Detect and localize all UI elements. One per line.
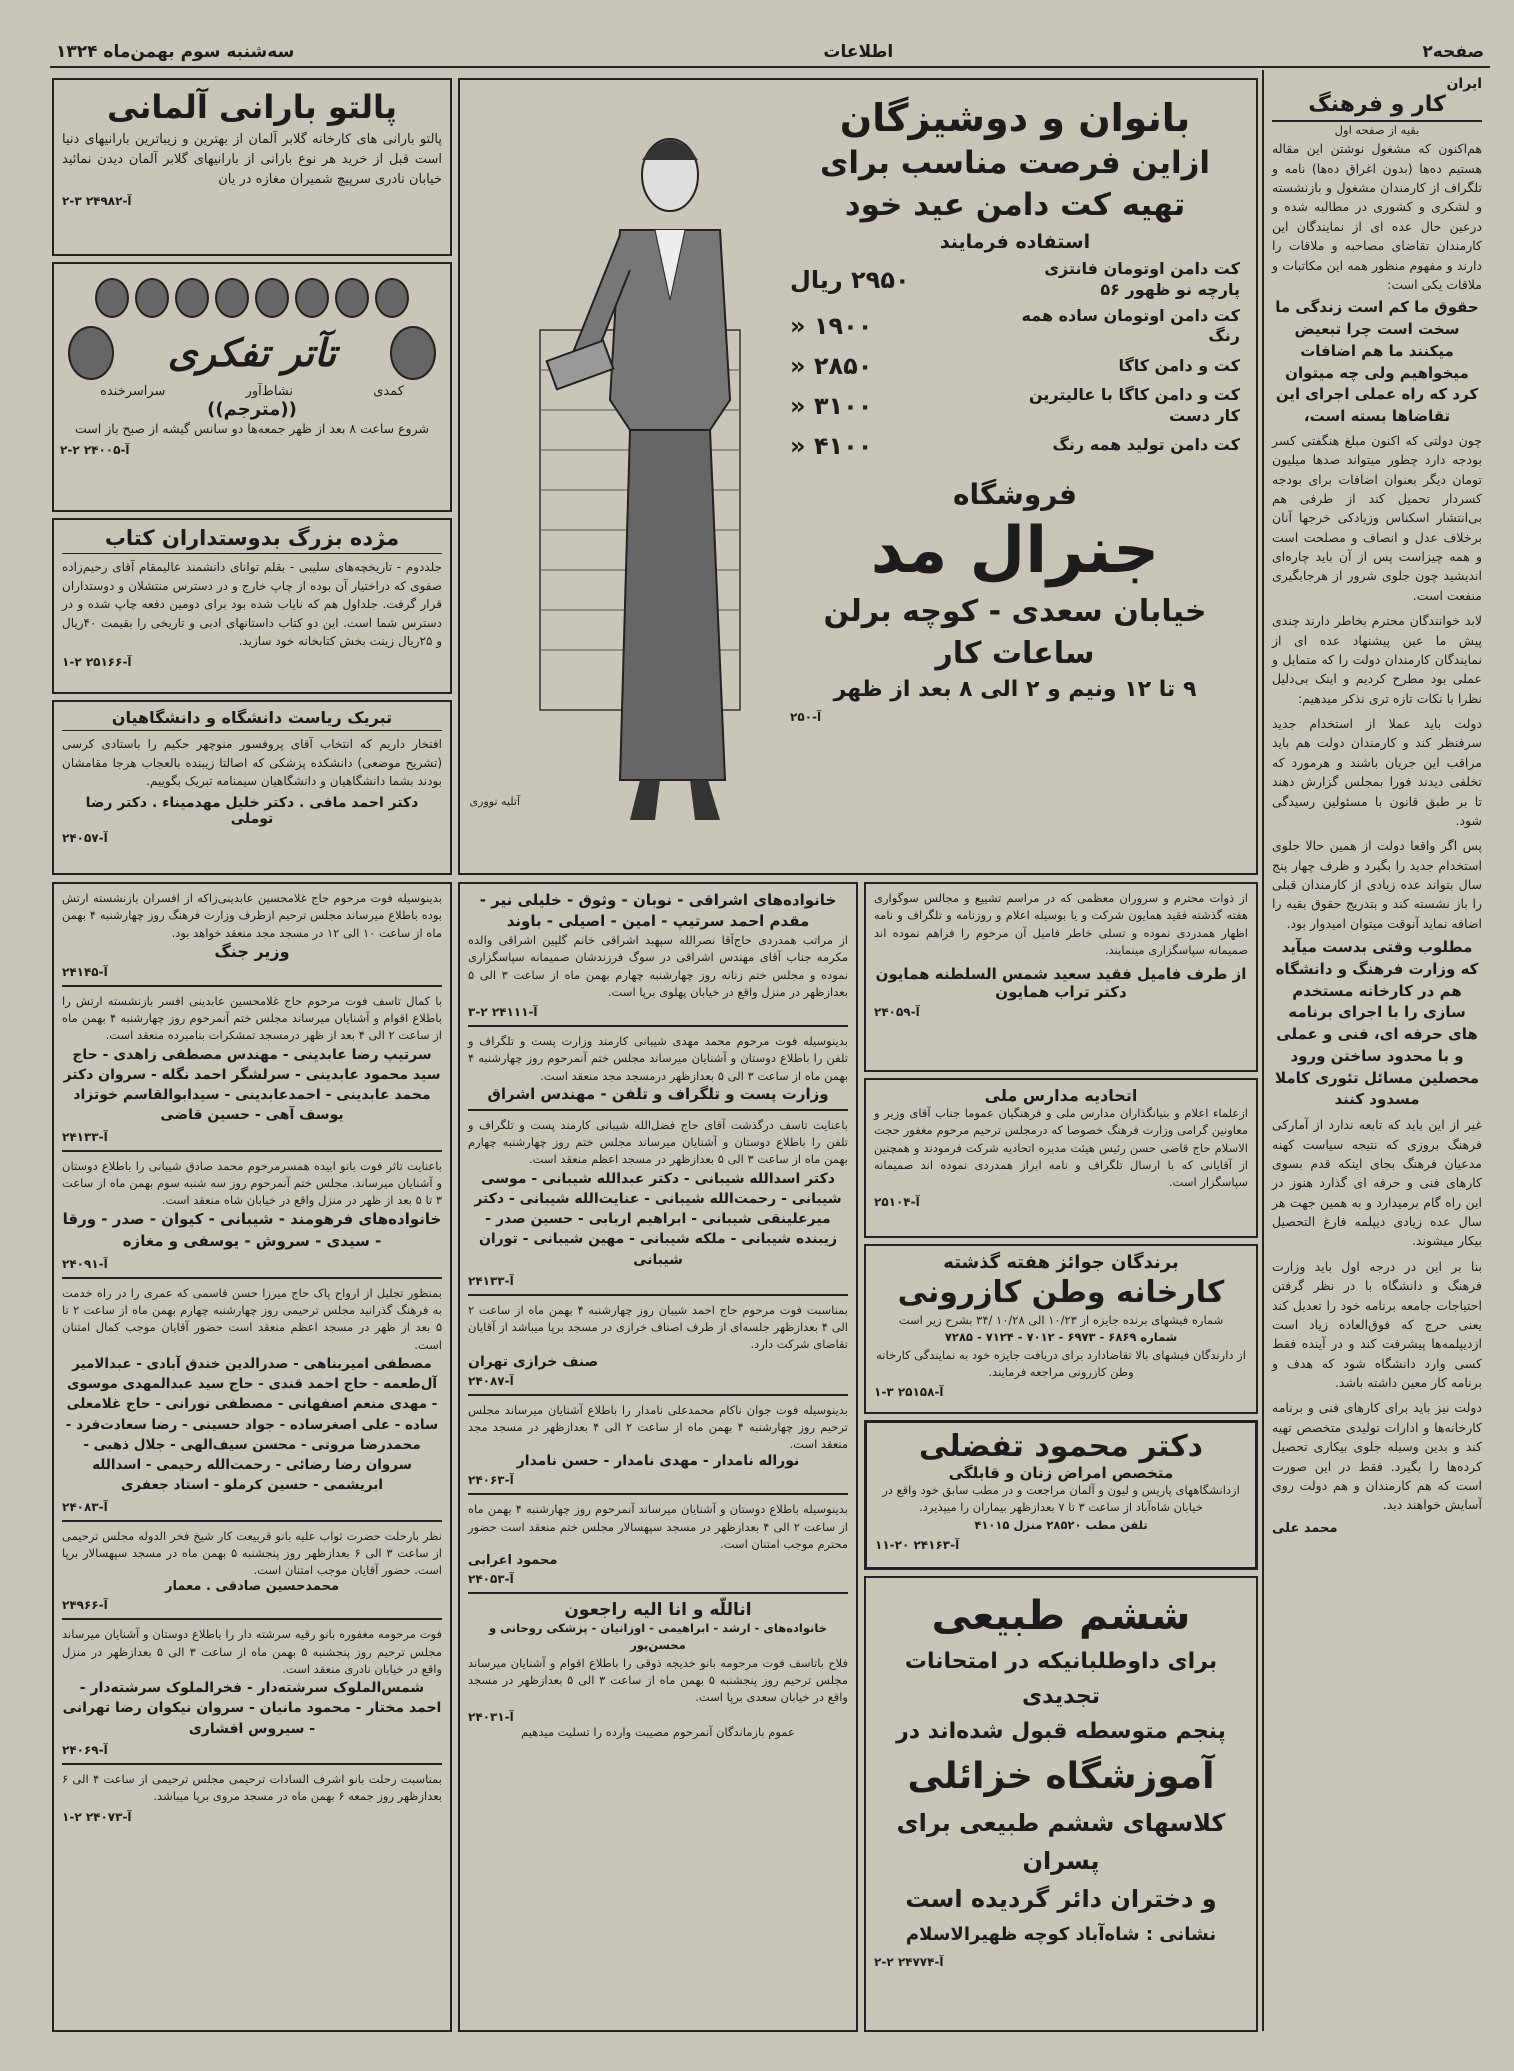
notice-body: باعنایت تاسف درگذشت آقای حاج فضل‌الله شیبانی کارمند پست و تلگراف و تلفن را باطلاع دوستان و آشنایان میرساند مجلس ختم روز چهارشنبه چهارم بهمن ماه از ساعت ۳ الی ۵ بعدازظهر در مسجد اعظم منعقد است. <box>468 1117 848 1167</box>
notice-body: فوت مرحومه مغفوره بانو رقیه سرشته دار را باطلاع دوستان و آشنایان میرساند مجلس ترحیم روز پنجشنبه ۵ بهمن ماه از ساعت ۳ الی ۵ بعدازظهر در منزل واقع در خیابان نادری منعقد است. <box>62 1627 442 1676</box>
prize-company: کارخانه وطن کازرونی <box>897 1275 1225 1310</box>
congrats-signers: دکتر احمد مافی . دکتر خلیل مهدمیناء . دکتر رضا توملی <box>85 794 419 827</box>
editorial-paragraph: دولت نیز باید برای کارهای فنی و برنامه کارخانه‌ها و ادارات تولیدی متخصص تهیه کند و بدین وسیله جلوی بیکاری تحصیل کرده‌ها را بگیرد. فقط در این صورت است که هم کارمندان و هم دولت روی آسایش خواهند دید. <box>1272 1400 1482 1513</box>
notice-ref: آ-۲۴۰۸۷ <box>468 1373 514 1388</box>
editorial-paragraph: پس اگر واقعا دولت از همین حالا جلوی استخدام جدید را بگیرد و ظرف چهار پنج سال بتواند عده زیادی از کارمندان قبلی را باز نشسته کند و بتدریج حقوق بقیه را اضافه نماید آنوقت میتوان امیدوار بود. <box>1272 838 1482 931</box>
theater-ref: آ-۲۴۰۰۵ ۲-۲ <box>60 442 130 457</box>
store-hours: ۹ تا ۱۲ ونیم و ۲ الی ۸ بعد از ظهر <box>833 676 1197 702</box>
portrait <box>335 278 369 318</box>
divider <box>62 1763 442 1765</box>
divider <box>468 1394 848 1396</box>
notice-names: خانواده‌های فرهومند - شیبانی - کیوان - صدر - ورقا - سیدی - سروش - یوسفی و مغازه <box>62 1210 442 1251</box>
page-number: صفحه۲ <box>1422 42 1484 62</box>
portrait <box>135 278 169 318</box>
notice-signer: وزیر جنگ <box>214 941 290 961</box>
editorial-paragraph: دولت باید عملا از استخدام جدید سرفنظر کند و کارمندان دولت هم باید مراقب این جریان باشند و هرمورد که تخلفی دیدند فورا بمجلس گزارش دهند تا بر طبق قانون با مسئولین رسیدگی شود. <box>1272 716 1482 828</box>
obituary-column-left <box>52 882 452 2032</box>
price-item-value: ۴۱۰۰ « <box>790 431 873 460</box>
price-item-name: کت و دامن کاگا با عالیترین کار دست <box>1028 385 1240 426</box>
notice-signer: از طرف فامیل فقید سعید شمس السلطنه همایون <box>875 965 1247 983</box>
raincoat-ref: آ-۲۴۹۸۲ ۳-۲ <box>62 194 132 209</box>
thanks-notice <box>864 882 1258 1072</box>
price-row <box>790 306 1240 348</box>
notice-ref: آ-۲۴۰۳۱ <box>468 1710 514 1725</box>
books-title: مژده بزرگ بدوستداران کتاب <box>62 526 442 554</box>
general-mode-ad <box>458 78 1258 875</box>
editorial-bold: حقوق ما کم است زندگی ما سخت است چرا تبعیض میکنند ما هم اضافات میخواهیم ولی چه میتوان کرد که راه عملی اجرای این تقاضاها بسته است، <box>1275 298 1479 425</box>
notice-names: مصطفی امیربناهی - صدرالدین خندق آبادی - عبدالامیر آل‌طعمه - حاج احمد قندی - حاج سید عبدالمهدی موسوی - مهدی منعم اصفهانی - مصطفی نورانی - حاج غلامعلی ساده - علی اصغرساده - جواد حسینی - رضا سعادت‌فرد - محمدرضا مروتی - محسن سیف‌الهی - جلال ذهبی - سروان رضا رضائی - رحمت‌الله رحیمی - اسدالله ابریشمی - حسین کرملو - استاد جعفری <box>65 1355 439 1494</box>
notice-names: شمس‌الملوک سرشته‌دار - فخرالملوک سرشته‌دار - احمد مختار - محمود مانیان - سروان نیکوان رضا تهرانی - سیروس افشاری <box>62 1680 442 1737</box>
notice-ref: آ-۲۴۰۵۳ <box>468 1572 514 1587</box>
books-ref: آ-۲۵۱۶۶ ۲-۱ <box>62 654 132 669</box>
editorial-paragraph: هم‌اکنون که مشغول نوشتن این مقاله هستیم ده‌ها (بدون اغراق ده‌ها) نامه و تلگراف از کارمندان مشغول و بازنشسته و لشکری و کشوری در مطالبه شده و درعین حال عده ای از نمایندگان این کارمندان تقاضای مصاحبه و ملاقات را دارند و مفهوم منظور همه این مکاتبات و ملاقات یکی است: <box>1272 141 1482 292</box>
theater-genre: سراسرخنده <box>100 384 166 399</box>
price-item-value: ۳۱۰۰ « <box>790 392 873 421</box>
divider <box>468 1493 848 1495</box>
notice-subtitle: خانواده‌های - ارشد - ابراهیمی - اوزانیان - پزشکی روحانی و محسن‌پور <box>489 1621 827 1653</box>
notice-body: بمنظور تجلیل از ارواح پاک حاج میرزا حسن قاسمی که عمری را در راه خدمت به فرهنگ گذرانید مجلس ترحیمی روز چهارشنبه چهارم بهمن ماه از ساعت ۲ تا ۵ بعد از ظهر در مسجد اعظم منعقد است حضور آقایان موجب کمال امتنان است. <box>62 1285 442 1352</box>
divider <box>62 1618 442 1620</box>
school-ad-line: پنجم متوسطه قبول شده‌اند در <box>896 1719 1226 1745</box>
school-address: نشانی : شاه‌آباد کوچه ظهیرالاسلام <box>905 1923 1217 1945</box>
notice-ref: آ-۲۴۹۶۶ <box>62 1598 108 1613</box>
notice-body: فلاح باتاسف فوت مرحومه بانو خدیجه ذوقی را باطلاع اقوام و آشنایان میرساند مجلس ترحیم روز پنجشنبه ۵ بهمن ماه از ساعت ۳ الی ۵ بعدازظهر در مسجد واقع در خیابان سعدی برپا است. <box>468 1655 848 1705</box>
congrats-title: تبریک ریاست دانشگاه و دانشگاهیان <box>62 708 442 731</box>
price-list <box>790 259 1240 460</box>
editorial-bold: مطلوب وقتی بدست میآید که وزارت فرهنگ و دانشگاه هم در کارخانه مستخدم سازی را با اجرای برنامه های حرفه ای، فنی و عملی و با محدود ساختن ورود محصلین مسائل تئوری کاملا مسدود کنند <box>1274 938 1480 1109</box>
price-item-name: کت دامن تولید همه رنگ <box>1052 435 1240 455</box>
divider <box>62 1520 442 1522</box>
congrats-body: افتخار داریم که انتخاب آقای پروفسور منوچهر حکیم را باستادی کرسی (تشریح موضعی) دانشکده پزشکی که اصالتا زیبنده بالعجاب هرجا مقامشان بودند بشما دانشگاهیان و دانشگاهیان سیمنامه تبریک بگوییم. <box>62 737 442 789</box>
notice-names: سرتیپ رضا عابدینی - مهندس مصطفی زاهدی - حاج سید محمود عابدینی - سرلشگر احمد نگله - سروان دکتر محمد عابدینی - احمدعابدینی - سیدابوالقاسم خوتزاد یوسف آهی - حسین قاضی <box>63 1046 441 1124</box>
editorial-paragraph: لابد خوانندگان محترم بخاطر دارند چندی پیش ما عین پیشنهاد عده ای از نمایندگان کارمندان دولت را که متمایل و عملی بود مطرح کردیم و اینک بی‌دلیل نظرا با نکات تازه تری نذکر میدهیم: <box>1272 613 1482 706</box>
notice-signer: صنف خرازی تهران <box>468 1353 599 1370</box>
prize-ref: آ-۲۵۱۵۸ ۳-۱ <box>874 1385 944 1399</box>
notice-ref: آ-۲۴۱۱۱ ۲-۳ <box>468 1005 538 1019</box>
doctor-name: دکتر محمود تفضلی <box>918 1429 1204 1464</box>
section-label: ایران <box>1446 76 1482 92</box>
notice-signer: دکتر تراب همایون <box>995 983 1127 1001</box>
notice-title: اناللّه و انا الیه راجعون <box>564 1600 752 1621</box>
notice-body: باعنایت تاثر فوت بانو ابیده همسرمرحوم محمد صادق شیبانی را باطلاع دوستان و آشنایان میرساند. مجلس ختم آنمرحوم روز سه شنبه سوم بهمن ماه از ساعت ۳ تا ۵ بعد از ظهر در منزل واقع در خیابان شاه منعقد است. <box>62 1158 442 1208</box>
theater-ad <box>52 262 452 512</box>
store-label: فروشگاه <box>952 477 1078 511</box>
school-ad-line: برای داوطلبانیکه در امتحانات تجدیدی <box>904 1649 1218 1710</box>
theater-schedule: شروع ساعت ۸ بعد از ظهر جمعه‌ها دو سانس گیشه از صبح باز است <box>75 421 429 436</box>
notice-ref: آ-۲۴۰۵۹ <box>874 1005 920 1019</box>
divider <box>62 1277 442 1279</box>
hours-label: ساعات کار <box>935 635 1095 671</box>
fashion-illustration <box>469 100 780 840</box>
notice-title: وزارت پست و تلگراف و تلفن - مهندس اشراق <box>487 1084 829 1103</box>
school-ad-line: و دختران دائر گردیده است <box>905 1885 1217 1914</box>
portrait <box>175 278 209 318</box>
prize-numbers: شماره ۶۸۶۹ - ۶۹۷۳ - ۷۰۱۲ - ۷۱۲۴ - ۷۲۸۵ <box>944 1330 1178 1345</box>
portrait <box>375 278 409 318</box>
doctor-specialty: متخصص امراض زنان و قابلگی <box>948 1464 1174 1482</box>
issue-date: سه‌شنبه سوم بهمن‌ماه ۱۳۲۴ <box>56 42 295 62</box>
editorial-intro: بقیه از صفحه اول <box>1334 123 1420 137</box>
editorial-paragraph: بنا بر این در درجه اول باید وزارت فرهنگ و دانشگاه با در نظر گرفتن احتیاجات جامعه برنامه خود را تعدیل کند یعنی حرج که فوق‌العاده زیاد است ازدیپلمه‌ها پیشرفت کند و در آینده فقط کسی وارد دانشگاه شود که هدف و برنامه کار معین داشته باشد. <box>1272 1258 1482 1390</box>
ad-headline: بانوان و دوشیزگان <box>839 96 1191 140</box>
price-row <box>790 385 1240 427</box>
artist-signature: آتلیه تووری <box>469 795 520 808</box>
notice-body: بمناسبت رحلت بانو اشرف السادات ترحیمی مجلس ترحیمی از ساعت ۴ الی ۶ بعدازظهر روز جمعه ۶ بهمن ماه در مسجد مروی برپا میباشد. <box>62 1772 442 1804</box>
congratulation-notice <box>52 700 452 875</box>
notice-signer: محمدحسین صادقی . معمار <box>164 1579 339 1595</box>
editorial-signature: محمد علی <box>1272 1520 1338 1536</box>
notice-title: اتحادیه مدارس ملی <box>984 1086 1138 1105</box>
divider <box>468 1109 848 1111</box>
raincoat-body: پالتو بارانی های کارخانه گلابر آلمان از بهترین و زیباترین بارانیهای دنیا است قبل از خرید هر نوع بارانی از بارانیهای گلابر آلمان دیدن نمائید خیابان نادری سرپیچ شمیران مغازه در یان <box>62 132 442 188</box>
store-name: جنرال مد <box>870 513 1160 588</box>
theater-genres <box>60 384 444 399</box>
ad-headline: تهیه کت دامن عید خود <box>844 187 1186 224</box>
theater-genre: کمدی <box>373 384 404 399</box>
theater-title: تآتر تفکری <box>167 331 337 375</box>
notice-body: از مراتب همدردی حاج‌آقا نصرالله سپهبد اشراقی خانم گلپین اشراقی والده مکرمه جناب آقای مهندس اشراقی در سوگ فرزندشان صمیمانه سپاسگزاری نموده و مجلس ختم زنانه روز چهارشنبه چهارم بهمن ماه از ساعت ۳ الی ۵ بعدازظهر در منزل واقع در خیابان پهلوی برپا است. <box>468 933 848 999</box>
notice-ref: آ-۲۵۱۰۴ <box>874 1195 920 1210</box>
portrait <box>215 278 249 318</box>
schools-union-notice <box>864 1078 1258 1238</box>
doctor-info: ازدانشگاههای پاریس و لیون و آلمان مراجعت و در مطب سابق خود واقع در خیابان شاه‌آباد از ساعت ۳ تا ۷ بعدازظهر بیماران را میپذیرد. <box>882 1483 1240 1515</box>
school-name: آموزشگاه خزائلی <box>907 1755 1215 1797</box>
ads-column-right-bottom <box>864 882 1258 2032</box>
ad-headline: ازاین فرصت مناسب برای <box>819 145 1211 182</box>
doctor-ref: آ-۲۴۱۶۳ ۲۰-۱۱ <box>875 1537 960 1552</box>
notice-body: ازعلماء اعلام و بنیانگذاران مدارس ملی و فرهنگیان عموما جناب آقای وزیر و معاونین گرامی وزارت فرهنگ خصوصا که درمجلس ترحیم مرحوم مغفور حجت الاسلام حاج قاضی حسن رئیس هیئت مدیره اتحادیه شرکت فرمودند و همچنین از آقایانی که با ارسال تلگراف و نامه ابراز همدردی نموده اند صمیمانه سپاسگزار است. <box>874 1106 1248 1189</box>
notice-ref: آ-۲۴۱۳۳ <box>62 1129 108 1144</box>
theater-subtitle: ((مترجم)) <box>207 399 297 420</box>
notice-title: خانواده‌های اشراقی - نوبان - وثوق - خلیلی نیر - مقدم احمد سرتیپ - امین - اصیلی - باوند <box>479 891 837 930</box>
prize-title: برندگان جوائز هفته گذشته <box>943 1252 1179 1273</box>
editorial-paragraph: چون دولتی که اکنون مبلغ هنگفتی کسر بودجه دارد چطور میتواند صدها میلیون تومان دیگر بعنوان اضافات برای بودجه کسردار تحمیل کند از طرفی هم بی‌انتشار اسکناس وزیادکی خرجها آنان برخلاف عدل و انصاف و مصلحت است و همه چیزاست پس از آن باید چاره‌ای اندیشید چون جلوی شرور از هرجابگیری منفعت است. <box>1272 432 1482 603</box>
price-item-name: کت و دامن کاگا <box>1118 355 1240 375</box>
notice-body: بدینوسیله فوت جوان ناکام محمدعلی نامدار را باطلاع آشنایان میرساند مجلس ترحیم روز چهارشنبه ۴ بهمن ماه از ساعت ۲ الی ۴ بعدازظهر در مسجد مجد منعقد است. <box>468 1402 848 1452</box>
notice-names: نوراله نامدار - مهدی نامدار - حسن نامدار <box>516 1453 800 1470</box>
paper-name: اطلاعات <box>823 42 894 62</box>
school-ad-title: ششم طبیعی <box>931 1593 1191 1639</box>
notice-body: با کمال تاسف فوت مرحوم حاج غلامحسین عابدینی افسر بازنشسته ارتش را باطلاع اقوام و آشنایان میرساند مجلس ختم آنمرحوم روز چهارشنبه ۴ بهمن ماه از ساعت ۲ الی ۴ بعد از ظهر درمسجد تمشکرات بنامبرده منعقد است. <box>62 993 442 1043</box>
notice-ref: آ-۲۴۱۴۵ <box>62 964 108 979</box>
divider <box>62 1150 442 1152</box>
divider <box>468 1025 848 1027</box>
notice-body: بمناسبت فوت مرحوم حاج احمد شیبان روز چهارشنبه ۴ بهمن ماه از ساعت ۲ الی ۴ بعدازظهر جلسه‌ای از طرف اصناف خرازی در مسجد برپا میباشد از آقایان تقاضای شرکت دارد. <box>468 1302 848 1352</box>
price-row <box>790 352 1240 380</box>
theater-genre: نشاط‌آور <box>245 384 293 399</box>
raincoat-ad <box>52 78 452 256</box>
divider <box>62 985 442 987</box>
prize-winners-ad <box>864 1244 1258 1414</box>
prize-note: از دارندگان فیشهای بالا تقاضادارد برای دریافت جایزه خود به نمایندگی کارخانه وطن کازرونی مراجعه فرمایند. <box>876 1347 1246 1379</box>
editorial-paragraph: غیر از این باید که تابعه ندارد از آمارکی فرهنگ بروزی که نتیجه سیاست کهنه مدعیان فرهنگ بجای اینکه قدم بسوی کارهای فنی و حرفه ای گذارد هنوز در این راه گام برمیدارد و به همین جهت هر سال عده زیادی دیپلمه فارغ التحصیل بیکار میشوند. <box>1272 1117 1482 1249</box>
school-ad-line: کلاسهای ششم طبیعی برای پسران <box>896 1808 1226 1875</box>
portrait <box>255 278 289 318</box>
books-ad <box>52 518 452 694</box>
price-item-value: ۱۹۰۰ « <box>790 312 873 341</box>
notice-body: بدینوسیله باطلاع دوستان و آشنایان میرساند آنمرحوم روز چهارشنبه ۴ بهمن ماه از ساعت ۲ الی ۴ بعدازظهر در مسجد سپهسالار مجلس ختم منعقد است حضور محترم موجب امتنان است. <box>468 1502 848 1551</box>
column-rule <box>1262 70 1264 2031</box>
notice-ref: آ-۲۴۰۹۱ <box>62 1256 108 1271</box>
masthead <box>50 38 1490 68</box>
notice-names: دکتر اسدالله شیبانی - دکتر عبدالله شیبانی - موسی شیبانی - رحمت‌الله شیبانی - عنایت‌الله شیبانی - دکتر میرعلینقی شیبانی - ابراهیم اربابی - حسین صدر - زیبنده شیبانی - ملکه شیبانی - مهین شیبانی - توران شیبانی <box>474 1170 842 1268</box>
school-ad <box>864 1576 1258 2032</box>
notice-signer: عموم بازماندگان آنمرحوم مصیبت وارده را تسلیت میدهیم <box>521 1725 795 1740</box>
ad-text <box>790 94 1240 724</box>
divider <box>468 1592 848 1594</box>
left-ads-column <box>52 78 452 875</box>
notice-ref: آ-۲۴۰۸۳ <box>62 1499 108 1514</box>
notice-ref: آ-۲۴۰۶۹ <box>62 1743 108 1758</box>
price-item-value: ۲۸۵۰ « <box>790 352 873 381</box>
school-ref: آ-۲۴۷۷۴ ۲-۲ <box>874 1955 944 1970</box>
notice-body: از ذوات محترم و سروران معظمی که در مراسم تشییع و مجالس سوگواری هفته گذشته فقید همایون شرکت و یا بوسیله اعلام و روزنامه و تلگراف و نامه اظهار همدردی نموده و تسلی خاطر فامیل آن مرحوم را فراهم نموده اند صمیمانه سپاسگزاری مینمایند. <box>874 891 1248 957</box>
doctor-phone: تلفن مطب ۲۸۵۲۰ منزل ۴۱۰۱۵ <box>974 1517 1148 1532</box>
prize-info: شماره فیشهای برنده جایزه از ۱۰/۲۳ الی ۱۰/۲۸ /۳۴ بشرح زیر است <box>898 1313 1224 1327</box>
doctor-ad <box>864 1420 1258 1570</box>
editorial-column <box>1266 76 1488 2036</box>
notice-body: بدینوسیله فوت مرحوم حاج غلامحسین عابدینی‌زاکه از افسران بازنشسته ارتش بوده باطلاع میرساند مجلس ترحیم ازطرف وزارت فرهنگ روز چهارشنبه ۴ بهمن ماه از ساعت ۱۰ الی ۱۲ در مسجد مجد منعقد خواهد بود. <box>62 891 442 940</box>
price-row <box>790 259 1240 301</box>
divider <box>468 1294 848 1296</box>
notice-signer: محمود اعرابی <box>468 1553 558 1569</box>
store-address: خیابان سعدی - کوچه برلن <box>823 593 1207 629</box>
congrats-ref: آ-۲۴۰۵۷ <box>62 830 108 845</box>
ad-reference: آ-۲۵۰ <box>790 709 822 724</box>
price-item-name: کت دامن اوتومان فانتزی پارچه نو ظهور ۵۶ <box>1044 259 1240 299</box>
editorial-title: کار و فرهنگ <box>1272 92 1482 122</box>
notice-body: بدینوسیله فوت مرحوم محمد مهدی شیبانی کارمند وزارت پست و تلگراف و تلفن را باطلاع دوستان و آشنایان میرساند مجلس ختم آنمرحوم روز چهارشنبه ۴ بهمن ماه از ساعت ۳ الی ۵ بعدازظهر درمسجد مجد منعقد است. <box>468 1034 848 1083</box>
woman-suit-drawing <box>469 100 780 840</box>
portrait <box>68 326 114 380</box>
obituary-column-middle <box>458 882 858 2032</box>
books-body: جلددوم - تاریخچه‌های سلیبی - بقلم توانای دانشمند عالیمقام آقای رحیم‌زاده صفوی که دراختیار آن بوده از چاپ خارج و در دسترس منتشلان و دوستداران قرار گرفت. جلداول هم که نایاب شده بود برای دومین دفعه چاپ شده و در دسترس شما است. این دو کتاب داستانهای ادبی و تاریخی را بقیمت ۴۰ریال و ۲۵ریال زینت بخش کتابخانه خود سازید. <box>62 560 442 649</box>
portrait <box>390 326 436 380</box>
price-item-value: ۲۹۵۰ ریال <box>790 265 910 294</box>
portrait <box>295 278 329 318</box>
notice-ref: آ-۲۴۱۳۳ <box>468 1273 514 1288</box>
notice-ref: آ-۲۴۰۷۳ ۲-۱ <box>62 1809 132 1824</box>
price-row <box>790 432 1240 460</box>
ad-subline: استفاده فرمایند <box>939 231 1091 254</box>
price-item-name: کت دامن اوتومان ساده همه رنگ <box>1021 305 1240 346</box>
notice-ref: آ-۲۴۰۶۳ <box>468 1473 514 1488</box>
raincoat-title: پالتو بارانی آلمانی <box>106 88 398 126</box>
notice-body: نظر بارحلت حضرت ثواب علیه بانو قربیعت کار شیخ فخر الدوله مجلس ترحیمی از ساعت ۳ الی ۶ بعدازظهر روز پنجشنبه ۵ بهمن ماه در مسجد سپهسالار برپا است. حضور آقایان موجب امتنان است. <box>62 1528 442 1578</box>
actor-portraits <box>60 278 444 318</box>
portrait <box>95 278 129 318</box>
